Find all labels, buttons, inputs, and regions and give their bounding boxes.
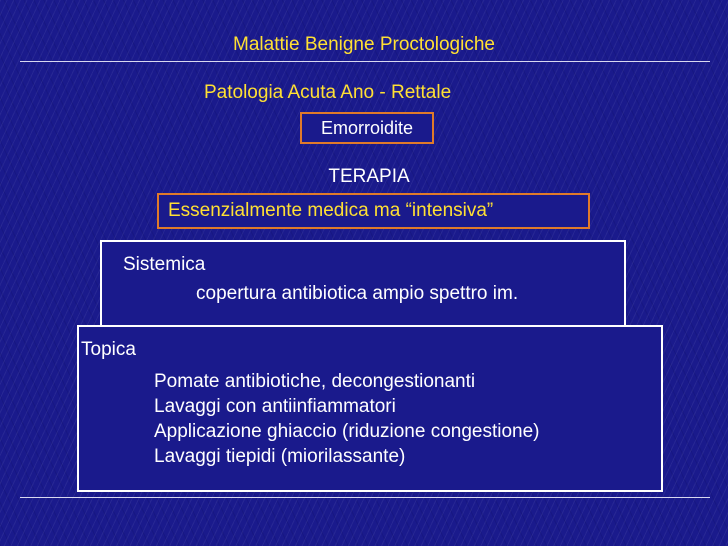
bottom-divider	[20, 497, 710, 498]
systemic-item: copertura antibiotica ampio spettro im.	[196, 283, 519, 304]
topical-item: Pomate antibiotiche, decongestionanti	[154, 371, 476, 392]
topical-therapy-box	[77, 325, 663, 492]
slide-subtitle: Patologia Acuta Ano - Rettale	[204, 82, 452, 103]
therapy-summary-label: Essenzialmente medica ma “intensiva”	[168, 200, 494, 221]
systemic-heading: Sistemica	[123, 254, 206, 275]
slide-title: Malattie Benigne Proctologiche	[233, 34, 495, 55]
topical-heading: Topica	[81, 339, 136, 360]
top-divider	[20, 61, 710, 62]
topical-list	[154, 369, 540, 469]
condition-label: Emorroidite	[320, 118, 414, 138]
systemic-therapy-box	[100, 240, 626, 330]
therapy-heading: TERAPIA	[328, 166, 410, 187]
topical-item: Lavaggi con antiinfiammatori	[154, 396, 396, 417]
topical-item: Applicazione ghiaccio (riduzione congestione)	[154, 421, 540, 442]
topical-item: Lavaggi tiepidi (miorilassante)	[154, 446, 406, 467]
condition-box	[300, 112, 434, 144]
therapy-summary-box	[157, 193, 590, 229]
